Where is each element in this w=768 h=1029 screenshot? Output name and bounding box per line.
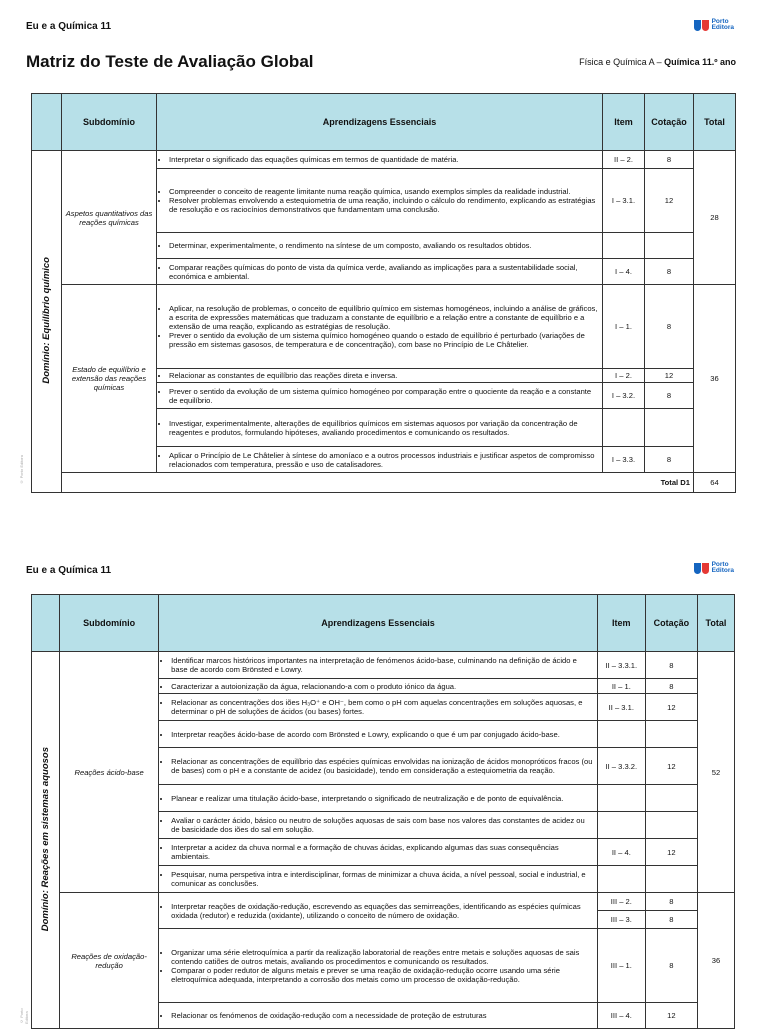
aprendizagem-item: • Caracterizar a autoionização da água, relacionando-a com o produto iónico da água.	[171, 682, 594, 691]
aprendizagem-cell	[159, 893, 598, 929]
item-cell	[597, 812, 645, 839]
cotacao-cell: 8	[645, 652, 697, 679]
aprendizagem-cell	[157, 285, 603, 369]
copyright-note: © Porto Editora	[19, 1008, 29, 1024]
aprendizagem-item: • Identificar marcos históricos importantes na interpretação de fenómenos ácido-base, culminando na definição de ácido e base de acordo com Brönsted e Lowry.	[171, 656, 594, 674]
item-cell: III – 2.	[597, 893, 645, 911]
domain-cell	[32, 652, 60, 1029]
header-subdominio: Subdomínio	[62, 94, 157, 151]
book-title: Eu e a Química 11	[26, 565, 112, 576]
total-cell: 28	[694, 151, 736, 285]
aprendizagem-cell	[159, 694, 598, 721]
aprendizagem-cell	[159, 785, 598, 812]
aprendizagem-item: • Relacionar as concentrações de equilíbrio das espécies químicas envolvidas na ionização de ácidos monopróticos fracos (ou de bases) com o pH e a constante de acidez (ou basicidade), tendo em consideração a estequiometria da reação.	[171, 757, 594, 775]
item-cell	[603, 409, 645, 447]
item-cell: I – 3.2.	[603, 383, 645, 409]
cotacao-cell: 12	[645, 1003, 697, 1029]
header-item: Item	[597, 595, 645, 652]
table-header-row	[32, 595, 735, 652]
cotacao-cell: 8	[645, 259, 694, 285]
cotacao-cell: 8	[645, 285, 694, 369]
cotacao-cell: 8	[645, 679, 697, 694]
logo-line-1: Porto	[711, 18, 729, 25]
cotacao-cell: 12	[645, 748, 697, 785]
cotacao-cell: 8	[645, 893, 697, 911]
item-cell	[597, 866, 645, 893]
item-cell	[597, 721, 645, 748]
cotacao-cell	[645, 812, 697, 839]
aprendizagem-cell	[159, 748, 598, 785]
item-cell: III – 4.	[597, 1003, 645, 1029]
header-cotacao: Cotação	[645, 94, 694, 151]
aprendizagem-cell	[159, 839, 598, 866]
cotacao-cell	[645, 866, 697, 893]
cotacao-cell: 8	[645, 151, 694, 169]
item-cell: II – 3.3.2.	[597, 748, 645, 785]
total-cell: 52	[697, 652, 734, 893]
aprendizagem-item: • Relacionar os fenómenos de oxidação-redução com a necessidade de proteção de estruturas	[171, 1011, 594, 1020]
aprendizagem-cell	[159, 652, 598, 679]
header-subdominio: Subdomínio	[60, 595, 159, 652]
header-item: Item	[603, 94, 645, 151]
matrix-table-2	[31, 594, 735, 1029]
aprendizagem-item: • Planear e realizar uma titulação ácido-base, interpretando o significado de neutralização e de ponto de equivalência.	[171, 794, 594, 803]
subdomain-cell: Reações ácido-base	[60, 652, 159, 893]
aprendizagem-cell	[159, 1003, 598, 1029]
item-cell: II – 4.	[597, 839, 645, 866]
item-cell: III – 3.	[597, 911, 645, 929]
subject-prefix: Física e Química A –	[579, 57, 665, 67]
porto-editora-logo	[694, 562, 734, 574]
cotacao-cell: 12	[645, 694, 697, 721]
header-total: Total	[694, 94, 736, 151]
aprendizagem-cell	[157, 447, 603, 473]
aprendizagem-item: • Compreender o conceito de reagente limitante numa reação química, usando exemplos simples da realidade industrial.	[169, 187, 599, 196]
cotacao-cell: 8	[645, 929, 697, 1003]
domain-label: Domínio: Reações em sistemas aquosos	[40, 746, 52, 932]
aprendizagem-cell	[159, 679, 598, 694]
header-blank	[32, 94, 62, 151]
total-cell: 36	[697, 893, 734, 1029]
logo-mark-icon	[694, 563, 710, 574]
header-aprendizagens: Aprendizagens Essenciais	[159, 595, 598, 652]
total-d1-value: 64	[694, 473, 736, 493]
cotacao-cell	[645, 409, 694, 447]
aprendizagem-item: • Aplicar o Princípio de Le Châtelier à síntese do amoníaco e a outros processos industriais e justificar aspetos de compromisso relacionados com temperatura, pressão e uso de catalisadores.	[169, 451, 599, 469]
subdomain-cell: Estado de equilíbrio e extensão das reações químicas	[62, 285, 157, 473]
item-cell: I – 3.3.	[603, 447, 645, 473]
page-2	[0, 540, 768, 1024]
aprendizagem-item: • Relacionar as constantes de equilíbrio das reações direta e inversa.	[169, 371, 599, 380]
aprendizagem-cell	[157, 369, 603, 383]
aprendizagem-cell	[157, 259, 603, 285]
page-title: Matriz do Teste de Avaliação Global	[26, 52, 314, 71]
domain-cell	[32, 151, 62, 493]
aprendizagem-item: • Prever o sentido da evolução de um sistema químico homogéneo por comparação entre o quociente da reação e a constante de equilíbrio.	[169, 387, 599, 405]
cotacao-cell: 12	[645, 839, 697, 866]
table-row	[32, 652, 735, 679]
item-cell	[603, 233, 645, 259]
porto-editora-logo	[694, 19, 734, 31]
aprendizagem-item: • Prever o sentido da evolução de um sistema químico homogéneo quando o estado de equilíbrio é perturbado (variações de pressão em sistemas gasosos, de temperatura e de concentração), com base no Princípio de Le Châtelier.	[169, 331, 599, 349]
item-cell: II – 3.3.1.	[597, 652, 645, 679]
aprendizagem-cell	[157, 169, 603, 233]
logo-mark-icon	[694, 20, 710, 31]
domain-label: Domínio: Equilíbrio químico	[41, 257, 52, 384]
header-total: Total	[697, 595, 734, 652]
aprendizagem-item: • Avaliar o carácter ácido, básico ou neutro de soluções aquosas de sais com base nos valores das constantes de acidez ou de basicidade dos iões do sal em solução.	[171, 816, 594, 834]
cotacao-cell	[645, 785, 697, 812]
cotacao-cell	[645, 233, 694, 259]
cotacao-cell: 12	[645, 169, 694, 233]
aprendizagem-cell	[159, 721, 598, 748]
subject-bold: Química 11.º ano	[664, 57, 736, 67]
table-row	[32, 285, 736, 369]
table-row	[32, 151, 736, 169]
header-blank	[32, 595, 60, 652]
cotacao-cell: 12	[645, 369, 694, 383]
subject-line	[579, 57, 736, 67]
aprendizagem-cell	[157, 383, 603, 409]
item-cell: II – 3.1.	[597, 694, 645, 721]
aprendizagem-item: • Interpretar reações de oxidação-redução, escrevendo as equações das semirreações, identificando as espécies químicas oxidada (redutor) e reduzida (oxidante), utilizando o conceito de número de oxidação.	[171, 902, 594, 920]
matrix-table-1	[31, 93, 736, 493]
cotacao-cell: 8	[645, 383, 694, 409]
aprendizagem-cell	[157, 409, 603, 447]
table-row	[32, 893, 735, 911]
logo-line-2: Editora	[711, 24, 734, 31]
header-aprendizagens: Aprendizagens Essenciais	[157, 94, 603, 151]
item-cell: I – 4.	[603, 259, 645, 285]
aprendizagem-item: • Interpretar reações ácido-base de acordo com Brönsted e Lowry, explicando o que é um par conjugado ácido-base.	[171, 730, 594, 739]
item-cell: III – 1.	[597, 929, 645, 1003]
subdomain-cell: Aspetos quantitativos das reações químicas	[62, 151, 157, 285]
item-cell: I – 1.	[603, 285, 645, 369]
total-d1-label: Total D1	[62, 473, 694, 493]
aprendizagem-item: • Comparar reações químicas do ponto de vista da química verde, avaliando as implicações para a sustentabilidade social, económica e ambiental.	[169, 263, 599, 281]
aprendizagem-cell	[159, 866, 598, 893]
aprendizagem-item: • Determinar, experimentalmente, o rendimento na síntese de um composto, avaliando os resultados obtidos.	[169, 241, 599, 250]
aprendizagem-item: • Investigar, experimentalmente, alterações de equilíbrios químicos em sistemas aquosos por variação da concentração de reagentes e produtos, formulando hipóteses, avaliando procedimentos e comunicando os resultados.	[169, 419, 599, 437]
logo-line-1: Porto	[711, 561, 729, 568]
logo-line-2: Editora	[711, 567, 734, 574]
aprendizagem-item: • Interpretar a acidez da chuva normal e a formação de chuvas ácidas, explicando algumas das suas consequências ambientais.	[171, 843, 594, 861]
aprendizagem-cell	[157, 151, 603, 169]
aprendizagem-cell	[159, 812, 598, 839]
item-cell: II – 1.	[597, 679, 645, 694]
copyright-note: © Porto Editora	[19, 455, 24, 485]
item-cell	[597, 785, 645, 812]
book-title: Eu e a Química 11	[26, 21, 112, 32]
aprendizagem-item: • Organizar uma série eletroquímica a partir da realização laboratorial de reações entre metais e soluções aquosas de sais contendo catiões de outros metais, avaliando os procedimentos e comunicando os resultados.	[171, 948, 594, 966]
total-cell: 36	[694, 285, 736, 473]
aprendizagem-item: • Relacionar as concentrações dos iões H₃O⁺ e OH⁻, bem como o pH com aquelas concentrações em soluções aquosas, e determinar o pH de soluções de ácidos (ou bases) fortes.	[171, 698, 594, 716]
item-cell: I – 2.	[603, 369, 645, 383]
table-header-row	[32, 94, 736, 151]
header-cotacao: Cotação	[645, 595, 697, 652]
subdomain-cell: Reações de oxidação-redução	[60, 893, 159, 1029]
aprendizagem-cell	[159, 929, 598, 1003]
aprendizagem-item: • Comparar o poder redutor de alguns metais e prever se uma reação de oxidação-redução ocorre usando uma série eletroquímica adequada, interpretando a corrosão dos metais como um processo de oxidação-redução.	[171, 966, 594, 984]
aprendizagem-cell	[157, 233, 603, 259]
aprendizagem-item: • Aplicar, na resolução de problemas, o conceito de equilíbrio químico em sistemas homogéneos, incluindo a análise de gráficos, a escrita de expressões matemáticas que traduzam a constante de equilíbrio e a relação entre a constante de equilíbrio e a extensão de uma reação, explicando as estratégias de resolução.	[169, 304, 599, 331]
aprendizagem-item: • Resolver problemas envolvendo a estequiometria de uma reação, incluindo o cálculo do rendimento, explicando as estratégias de resolução e os raciocínios demonstrativos que fundamentam uma conclusão.	[169, 196, 599, 214]
total-row	[32, 473, 736, 493]
aprendizagem-item: • Interpretar o significado das equações químicas em termos de quantidade de matéria.	[169, 155, 599, 164]
item-cell: II – 2.	[603, 151, 645, 169]
aprendizagem-item: • Pesquisar, numa perspetiva intra e interdisciplinar, formas de minimizar a chuva ácida, a nível pessoal, social e industrial, e comunicar as conclusões.	[171, 870, 594, 888]
item-cell: I – 3.1.	[603, 169, 645, 233]
cotacao-cell	[645, 721, 697, 748]
cotacao-cell: 8	[645, 447, 694, 473]
cotacao-cell: 8	[645, 911, 697, 929]
